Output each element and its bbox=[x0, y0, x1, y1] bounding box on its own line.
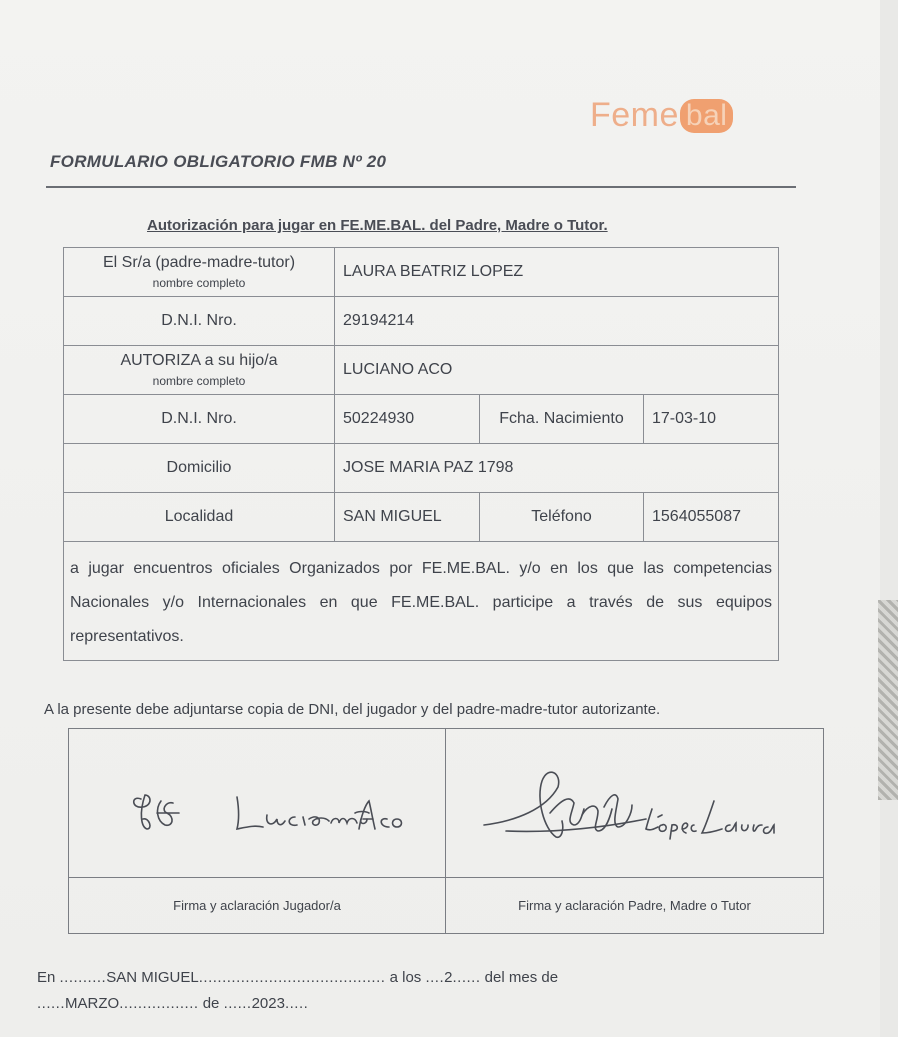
dots: ................. bbox=[119, 995, 199, 1012]
footer-text: de bbox=[198, 995, 224, 1012]
parent-signature-caption: Firma y aclaración Padre, Madre o Tutor bbox=[518, 898, 751, 913]
parent-signature-area[interactable] bbox=[446, 729, 823, 878]
birth-date-field[interactable]: 17-03-10 bbox=[652, 410, 717, 427]
form-subtitle: Autorización para jugar en FE.ME.BAL. del Padre, Madre o Tutor. bbox=[147, 217, 608, 234]
child-label: AUTORIZA a su hijo/a bbox=[120, 352, 278, 369]
parent-signature-icon bbox=[446, 729, 823, 877]
dots: ........................................ bbox=[198, 969, 386, 986]
table-row-child-dni bbox=[64, 395, 778, 444]
date-place-line bbox=[37, 965, 558, 1017]
dots: ..... bbox=[284, 995, 309, 1012]
child-dni-label: D.N.I. Nro. bbox=[64, 395, 335, 443]
table-row-city bbox=[64, 493, 778, 542]
address-field[interactable]: JOSE MARIA PAZ 1798 bbox=[343, 459, 514, 476]
parent-label: El Sr/a (padre-madre-tutor) bbox=[102, 254, 296, 271]
form-title: FORMULARIO OBLIGATORIO FMB Nº 20 bbox=[50, 152, 387, 171]
logo-badge: bal bbox=[680, 99, 734, 133]
background-surface-edge bbox=[878, 600, 898, 800]
child-sublabel: nombre completo bbox=[152, 374, 246, 388]
dots: .......... bbox=[59, 969, 107, 986]
dots: ...... bbox=[452, 969, 481, 986]
authorization-table bbox=[63, 247, 779, 661]
table-row-parent-name bbox=[64, 248, 778, 297]
title-divider bbox=[46, 186, 796, 188]
dots: ...... bbox=[223, 995, 252, 1012]
footer-line-1 bbox=[37, 965, 558, 991]
dots: ...... bbox=[37, 995, 66, 1012]
place-field[interactable]: SAN MIGUEL bbox=[106, 969, 199, 986]
footer-prefix: En bbox=[37, 969, 60, 986]
attachment-note: A la presente debe adjuntarse copia de DNI, del jugador y del padre-madre-tutor autorizante. bbox=[44, 701, 661, 718]
signature-table bbox=[68, 728, 824, 934]
player-signature-area[interactable] bbox=[69, 729, 445, 878]
parent-dni-field[interactable]: 29194214 bbox=[343, 312, 415, 329]
footer-text: a los bbox=[385, 969, 426, 986]
femebal-logo bbox=[590, 96, 733, 135]
child-name-field[interactable]: LUCIANO ACO bbox=[343, 361, 453, 378]
address-label: Domicilio bbox=[64, 444, 335, 492]
table-row-parent-dni bbox=[64, 297, 778, 346]
footer-text: del mes de bbox=[480, 969, 559, 986]
parent-sublabel: nombre completo bbox=[152, 276, 246, 290]
dots: .... bbox=[425, 969, 445, 986]
phone-label: Teléfono bbox=[480, 493, 644, 541]
phone-field[interactable]: 1564055087 bbox=[652, 508, 741, 525]
city-label: Localidad bbox=[64, 493, 335, 541]
child-dni-field[interactable]: 50224930 bbox=[335, 395, 480, 443]
birth-date-label: Fcha. Nacimiento bbox=[480, 395, 644, 443]
table-row-address bbox=[64, 444, 778, 493]
year-field[interactable]: 2023 bbox=[251, 995, 285, 1012]
logo-text: Feme bbox=[590, 96, 679, 134]
parent-name-field[interactable]: LAURA BEATRIZ LOPEZ bbox=[343, 263, 524, 280]
footer-line-2 bbox=[37, 991, 558, 1017]
parent-dni-label: D.N.I. Nro. bbox=[64, 297, 335, 345]
parent-signature-column bbox=[446, 729, 823, 933]
player-signature-caption: Firma y aclaración Jugador/a bbox=[173, 898, 341, 913]
day-field[interactable]: 2 bbox=[444, 969, 453, 986]
child-label-cell bbox=[64, 346, 335, 394]
city-field[interactable]: SAN MIGUEL bbox=[335, 493, 480, 541]
parent-label-cell bbox=[64, 248, 335, 296]
table-row-child-name bbox=[64, 346, 778, 395]
month-field[interactable]: MARZO bbox=[65, 995, 120, 1012]
player-signature-column bbox=[69, 729, 446, 933]
authorization-paragraph: a jugar encuentros oficiales Organizados por FE.ME.BAL. y/o en los que las competencias Nacionales y/o Internacionales en que FE.ME.BAL. participe a través de sus equipos representativos. bbox=[70, 560, 772, 645]
player-signature-icon bbox=[69, 729, 446, 877]
